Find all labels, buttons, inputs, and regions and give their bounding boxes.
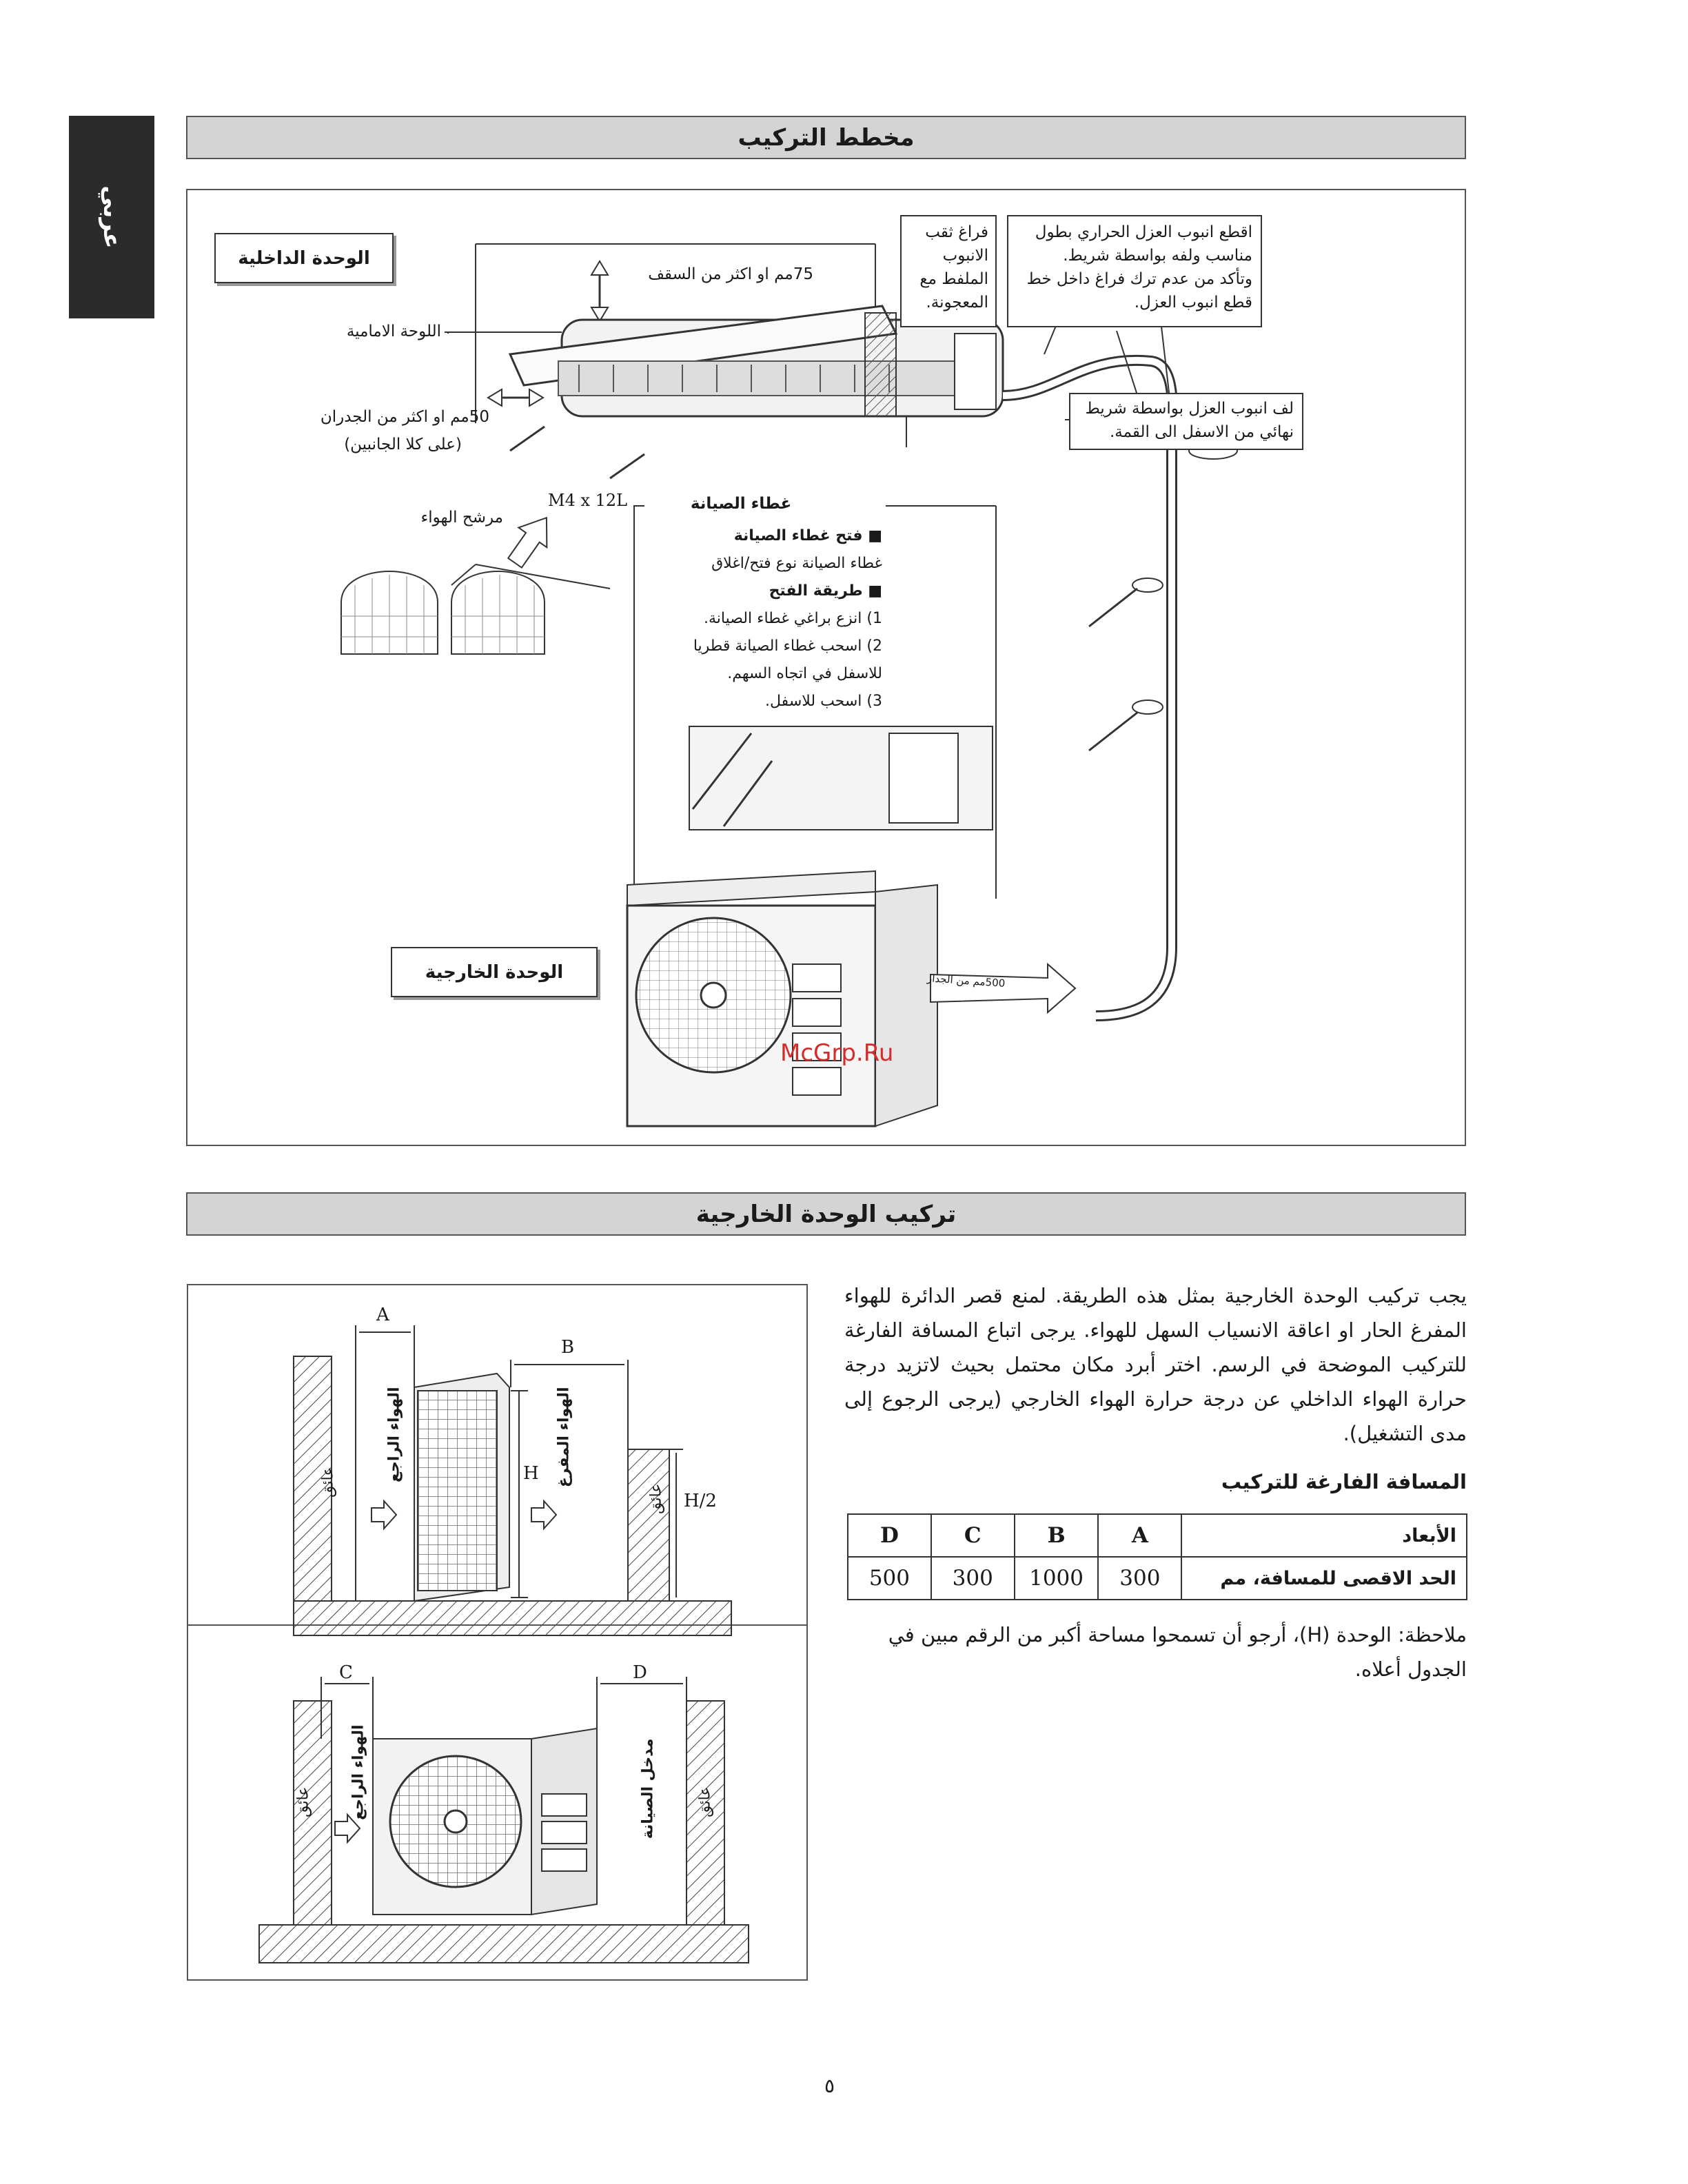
clearance-table xyxy=(847,1513,1467,1600)
wall-clearance-sides-label: (على كلا الجانبين) xyxy=(344,436,462,453)
insulation-cut-note-line: قطع انبوب العزل. xyxy=(1134,294,1252,312)
pipe-hole-note-line: الانبوب xyxy=(942,247,988,265)
wrap-note-line: نهائي من الاسفل الى القمة. xyxy=(1109,423,1294,441)
table-cell: 300 xyxy=(931,1557,1015,1600)
table-row xyxy=(848,1557,1467,1600)
page-number: ٥ xyxy=(824,2074,835,2097)
dim-a-label: A xyxy=(376,1305,389,1325)
insulation-cut-note-line: اقطع انبوب العزل الحراري بطول xyxy=(1035,223,1252,241)
indoor-unit-label-text: الوحدة الداخلية xyxy=(238,247,370,269)
dim-d-label: D xyxy=(633,1662,647,1683)
wrap-note-line: لف انبوب العزل بواسطة شريط xyxy=(1085,400,1294,418)
dim-h-half-label: H/2 xyxy=(684,1491,717,1511)
outdoor-installation-paragraph: يجب تركيب الوحدة الخارجية بمثل هذه الطريقة. لمنع قصر الدائرة للهواء المفرغ الحار او اعاقة الانسياب السهل للهواء. يرجى اتباع المسافة الفارغة للتركيب الموضحة في الرسم. اختر أبرد مكان محتمل بحيث لاتزيد درجة حرارة الهواء الداخلي عن درجة حرارة الهواء الخارجي (يرجى الرجوع إلى مدى التشغيل). xyxy=(844,1284,1467,1445)
outdoor-unit-label xyxy=(391,947,598,997)
table-header-label: الأبعاد xyxy=(1181,1514,1467,1557)
watermark: McGrp.Ru xyxy=(780,1039,894,1067)
service-cover-title: غطاء الصيانة xyxy=(644,495,837,513)
language-tab xyxy=(69,116,154,318)
screw-size-label: M4 x 12L xyxy=(548,491,628,510)
table-col-header: C xyxy=(931,1514,1015,1557)
section-title-outdoor-installation xyxy=(186,1192,1466,1236)
outdoor-unit-label-text: الوحدة الخارجية xyxy=(425,961,564,983)
table-col-header: A xyxy=(1098,1514,1181,1557)
air-filter-label: مرشح الهواء xyxy=(420,509,503,527)
pipe-hole-note-line: فراغ ثقب xyxy=(925,223,988,241)
obstacle-label: عائق xyxy=(319,1467,337,1498)
table-col-header: D xyxy=(848,1514,931,1557)
section-title-text: تركيب الوحدة الخارجية xyxy=(695,1200,957,1228)
obstacle-label: عائق xyxy=(294,1786,312,1817)
service-cover-open-heading: ■ فتح غطاء الصيانة xyxy=(733,527,882,544)
obstacle-label: عائق xyxy=(696,1786,714,1817)
service-entry-label: مدخل الصيانة xyxy=(639,1738,657,1839)
exhaust-air-label: الهواء المفرغ xyxy=(555,1387,573,1488)
clearance-diagrams xyxy=(187,1284,808,1981)
wall-clearance-label: 50مم او اكثر من الجدران xyxy=(320,408,489,426)
pipe-hole-note xyxy=(900,215,997,327)
return-air-label: الهواء الراجع xyxy=(349,1724,367,1820)
table-header-row xyxy=(848,1514,1467,1557)
section-title-text: مخطط التركيب xyxy=(738,123,915,152)
installation-note: ملاحظة: الوحدة (H)، أرجو أن تسمحوا مساحة أكبر من الرقم مبين في الجدول أعلاه. xyxy=(888,1623,1467,1681)
insulation-cut-note xyxy=(1007,215,1262,327)
method-heading-text: طريقة الفتح xyxy=(769,582,863,600)
ceiling-clearance-label: 75مم او اكثر من السقف xyxy=(648,265,813,283)
service-cover-step: 1) انزع براغي غطاء الصيانة. xyxy=(703,610,882,627)
dim-b-label: B xyxy=(561,1337,575,1358)
pipe-hole-note-line: المعجونة. xyxy=(926,294,988,312)
service-cover-step: 2) اسحب غطاء الصيانة قطريا xyxy=(693,637,882,655)
outdoor-wall-clearance-label: 500مم من الجدار xyxy=(926,972,1006,990)
return-air-label: الهواء الراجع xyxy=(385,1387,403,1482)
service-cover-method-heading: ■ طريقة الفتح xyxy=(769,582,882,600)
front-panel-label: اللوحة الامامية xyxy=(346,323,441,340)
insulation-cut-note-line: وتأكد من عدم ترك فراغ داخل خط xyxy=(1026,270,1252,288)
clearance-heading: المسافة الفارغة للتركيب xyxy=(1221,1470,1467,1493)
table-row-label: الحد الاقصى للمسافة، مم xyxy=(1181,1557,1467,1600)
open-heading-text: فتح غطاء الصيانة xyxy=(733,527,863,544)
service-cover-open-text: غطاء الصيانة نوع فتح/اغلاق xyxy=(711,555,882,572)
table-cell: 500 xyxy=(848,1557,931,1600)
table-cell: 300 xyxy=(1098,1557,1181,1600)
insulation-cut-note-line: مناسب ولفه بواسطة شريط. xyxy=(1063,247,1252,265)
pipe-hole-note-line: الملفط مع xyxy=(919,270,988,288)
obstacle-label: عائق xyxy=(647,1483,665,1514)
indoor-unit-label xyxy=(214,233,394,283)
service-cover-step: للاسفل في اتجاه السهم. xyxy=(727,665,882,682)
service-cover-instructions xyxy=(641,522,882,715)
table-cell: 1000 xyxy=(1015,1557,1099,1600)
language-tab-label: عربي xyxy=(97,185,125,249)
dim-h-label: H xyxy=(523,1463,539,1484)
service-cover-step: 3) اسحب للاسفل. xyxy=(765,693,882,710)
table-col-header: B xyxy=(1015,1514,1099,1557)
section-title-installation-diagram xyxy=(186,116,1466,159)
dim-c-label: C xyxy=(339,1662,353,1683)
wrap-insulation-note xyxy=(1069,393,1303,450)
